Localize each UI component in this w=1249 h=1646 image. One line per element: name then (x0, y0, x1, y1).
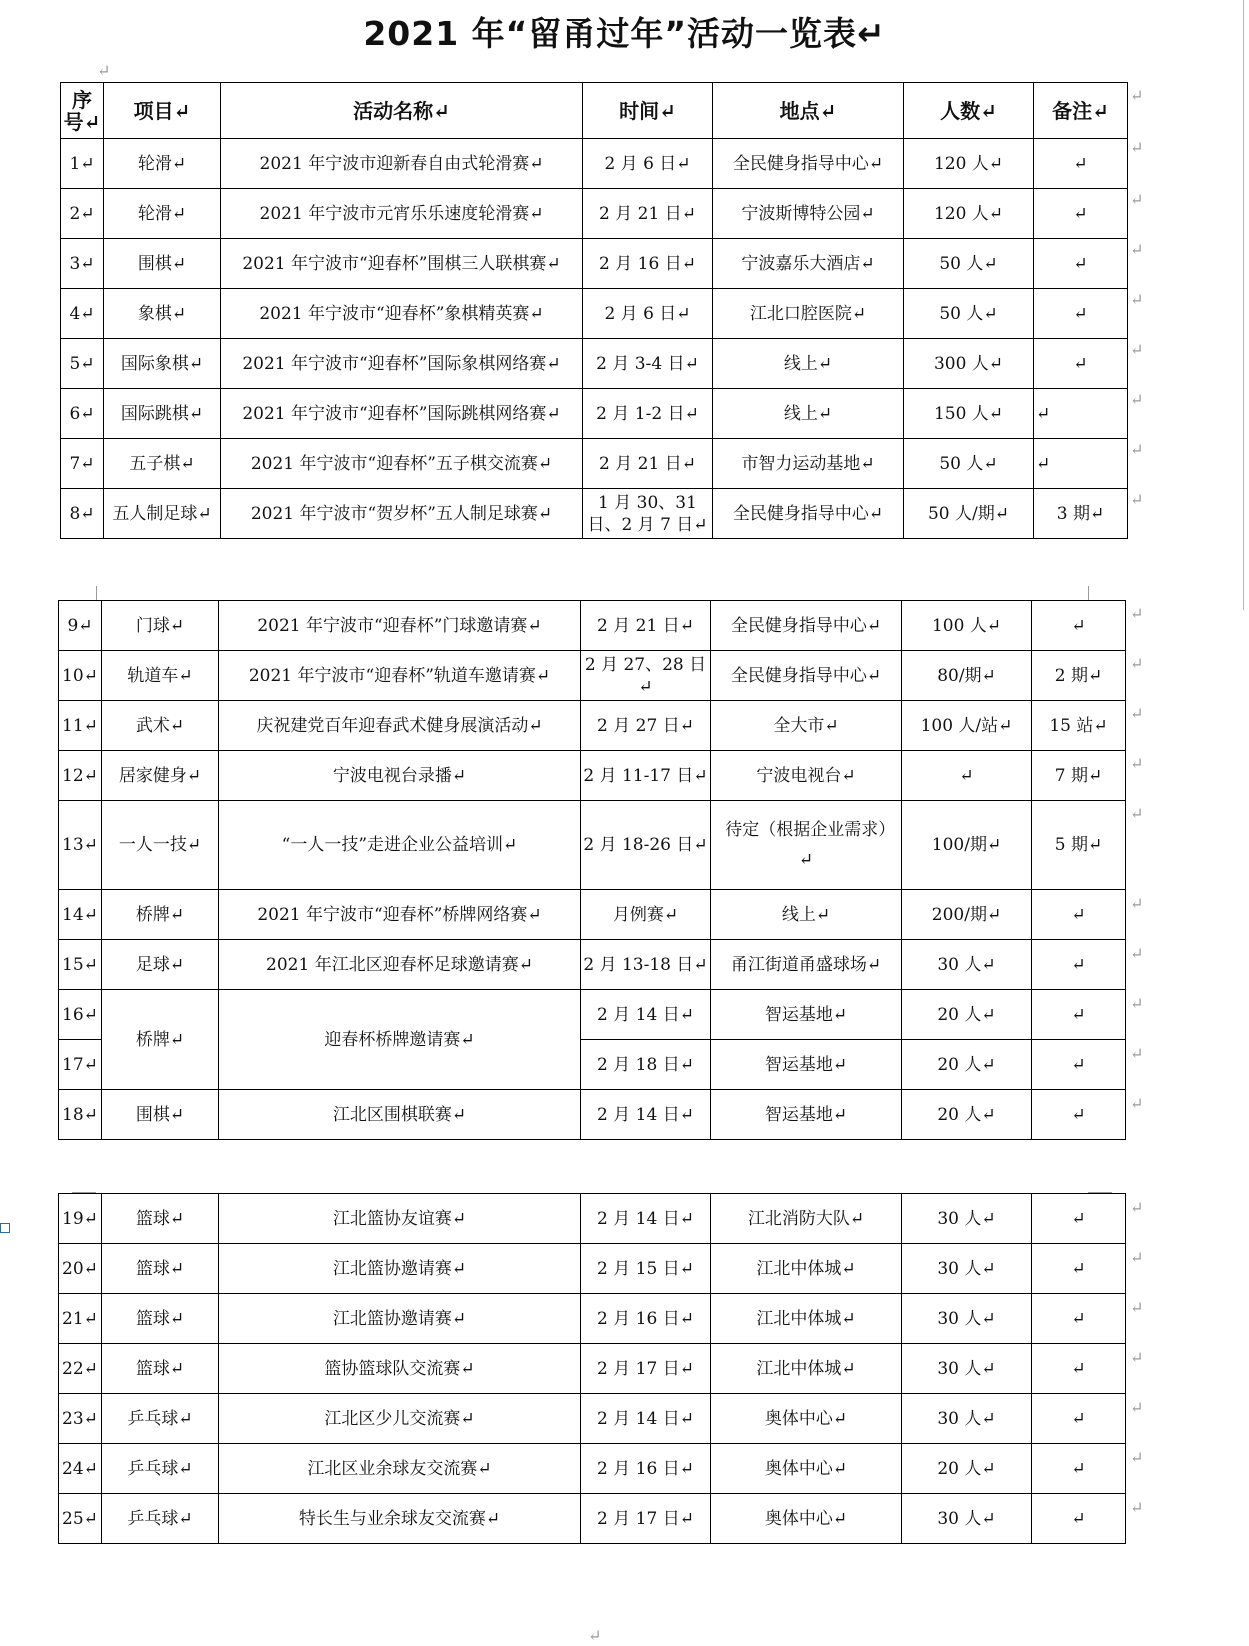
cell-item: 轨道车↵ (102, 651, 219, 701)
table-row (59, 1444, 1126, 1494)
end-of-row-mark: ↵ (1130, 994, 1144, 1013)
cell-time: 2 月 15 日↵ (581, 1244, 711, 1294)
cell-time: 2 月 3-4 日↵ (583, 339, 713, 389)
cell-number: 13↵ (59, 801, 102, 890)
cell-time: 月例赛↵ (581, 890, 711, 940)
end-of-row-mark: ↵ (1130, 1498, 1144, 1517)
end-of-row-mark: ↵ (1130, 190, 1144, 209)
cell-activity-name: “一人一技”走进企业公益培训↵ (219, 801, 581, 890)
cell-people: 100/期↵ (902, 801, 1032, 890)
cell-time: 2 月 21 日↵ (583, 439, 713, 489)
table-row (61, 189, 1128, 239)
table-row (59, 1394, 1126, 1444)
cell-people: 30 人↵ (902, 1344, 1032, 1394)
cell-time: 2 月 16 日↵ (581, 1444, 711, 1494)
cell-activity-name: 江北区围棋联赛↵ (219, 1090, 581, 1140)
cell-time: 2 月 14 日↵ (581, 1194, 711, 1244)
table-row (59, 1294, 1126, 1344)
cell-item: 武术↵ (102, 701, 219, 751)
end-of-row-mark: ↵ (1130, 894, 1144, 913)
end-of-row-mark: ↵ (1130, 804, 1144, 823)
end-of-row-mark: ↵ (1130, 440, 1144, 459)
table-row (59, 801, 1126, 890)
end-of-row-mark: ↵ (1130, 86, 1144, 105)
end-of-row-mark: ↵ (1130, 1044, 1144, 1063)
cell-number: 25↵ (59, 1494, 102, 1544)
cell-number: 24↵ (59, 1444, 102, 1494)
cell-activity-name: 庆祝建党百年迎春武术健身展演活动↵ (219, 701, 581, 751)
cell-people: 30 人↵ (902, 1494, 1032, 1544)
cell-note: ↵ (1034, 239, 1128, 289)
cell-number: 7↵ (61, 439, 104, 489)
cell-people: 80/期↵ (902, 651, 1032, 701)
end-of-row-mark: ↵ (1130, 138, 1144, 157)
end-of-row-mark: ↵ (1130, 1298, 1144, 1317)
end-of-row-mark: ↵ (1130, 340, 1144, 359)
activity-table-2 (58, 600, 1126, 1140)
cell-activity-name: 2021 年宁波市“迎春杯”桥牌网络赛↵ (219, 890, 581, 940)
end-of-row-mark: ↵ (1130, 754, 1144, 773)
cell-item: 象棋↵ (104, 289, 221, 339)
cell-note: ↵ (1032, 990, 1126, 1040)
cell-place: 江北中体城↵ (711, 1244, 902, 1294)
cell-activity-name: 2021 年宁波市“迎春杯”象棋精英赛↵ (221, 289, 583, 339)
paragraph-mark: ↵ (588, 1626, 602, 1645)
cell-item: 桥牌↵ (102, 990, 219, 1090)
table-row (59, 990, 1126, 1040)
cell-item: 轮滑↵ (104, 189, 221, 239)
table-header-row (61, 83, 1128, 139)
table-row (61, 139, 1128, 189)
cell-time: 2 月 1-2 日↵ (583, 389, 713, 439)
cell-number: 12↵ (59, 751, 102, 801)
cell-place: 待定（根据企业需求）↵ (711, 801, 902, 890)
cell-activity-name: 2021 年宁波市“迎春杯”国际跳棋网络赛↵ (221, 389, 583, 439)
page-corner-mark (1088, 586, 1113, 601)
cell-number: 23↵ (59, 1394, 102, 1444)
cell-note: ↵ (1032, 1194, 1126, 1244)
anchor-square-icon (0, 1223, 10, 1233)
cell-item: 足球↵ (102, 940, 219, 990)
cell-note: ↵ (1032, 1090, 1126, 1140)
cell-item: 篮球↵ (102, 1244, 219, 1294)
cell-number: 6↵ (61, 389, 104, 439)
cell-time: 2 月 6 日↵ (583, 289, 713, 339)
cell-people: 120 人↵ (904, 189, 1034, 239)
cell-item: 篮球↵ (102, 1344, 219, 1394)
end-of-row-mark: ↵ (1130, 654, 1144, 673)
end-of-row-mark: ↵ (1130, 490, 1144, 509)
cell-time: 2 月 18-26 日↵ (581, 801, 711, 890)
cell-time: 2 月 14 日↵ (581, 1394, 711, 1444)
cell-time: 2 月 21 日↵ (583, 189, 713, 239)
table-row (61, 389, 1128, 439)
cell-note: ↵ (1032, 1040, 1126, 1090)
cell-place: 甬江街道甬盛球场↵ (711, 940, 902, 990)
cell-people: 30 人↵ (902, 1244, 1032, 1294)
cell-activity-name: 2021 年宁波市迎新春自由式轮滑赛↵ (221, 139, 583, 189)
table-row (61, 339, 1128, 389)
cell-item: 桥牌↵ (102, 890, 219, 940)
cell-number: 14↵ (59, 890, 102, 940)
cell-people: 20 人↵ (902, 1040, 1032, 1090)
cell-note: ↵ (1034, 339, 1128, 389)
cell-note: 3 期↵ (1034, 489, 1128, 539)
cell-time: 2 月 16 日↵ (583, 239, 713, 289)
table-row (61, 239, 1128, 289)
cell-activity-name: 2021 年宁波市元宵乐乐速度轮滑赛↵ (221, 189, 583, 239)
cell-item: 五人制足球↵ (104, 489, 221, 539)
cell-item: 围棋↵ (102, 1090, 219, 1140)
document-title: 2021 年“留甬过年”活动一览表↵ (363, 14, 886, 53)
cell-activity-name: 江北篮协邀请赛↵ (219, 1244, 581, 1294)
cell-place: 线上↵ (711, 890, 902, 940)
cell-note: ↵ (1034, 289, 1128, 339)
cell-people: 50 人↵ (904, 239, 1034, 289)
cell-item: 轮滑↵ (104, 139, 221, 189)
cell-note: 2 期↵ (1032, 651, 1126, 701)
cell-place: 全民健身指导中心↵ (713, 489, 904, 539)
cell-people: 30 人↵ (902, 940, 1032, 990)
cell-people: 200/期↵ (902, 890, 1032, 940)
cell-place: 全民健身指导中心↵ (713, 139, 904, 189)
end-of-row-mark: ↵ (1130, 1448, 1144, 1467)
cell-people: 20 人↵ (902, 1444, 1032, 1494)
cell-people: 150 人↵ (904, 389, 1034, 439)
cell-people: 20 人↵ (902, 1090, 1032, 1140)
header-people: 人数↵ (904, 83, 1034, 139)
cell-number: 4↵ (61, 289, 104, 339)
cell-people: 120 人↵ (904, 139, 1034, 189)
cell-activity-name: 2021 年宁波市“贺岁杯”五人制足球赛↵ (221, 489, 583, 539)
cell-note: ↵ (1032, 1494, 1126, 1544)
cell-item: 围棋↵ (104, 239, 221, 289)
cell-item: 五子棋↵ (104, 439, 221, 489)
cell-note: ↵ (1032, 890, 1126, 940)
cell-number: 5↵ (61, 339, 104, 389)
cell-place: 线上↵ (713, 339, 904, 389)
cell-time: 2 月 13-18 日↵ (581, 940, 711, 990)
cell-place: 宁波电视台↵ (711, 751, 902, 801)
cell-activity-name: 江北区业余球友交流赛↵ (219, 1444, 581, 1494)
header-item: 项目↵ (104, 83, 221, 139)
cell-time: 2 月 17 日↵ (581, 1494, 711, 1544)
table-row (59, 701, 1126, 751)
cell-time: 2 月 18 日↵ (581, 1040, 711, 1090)
header-number: 序号↵ (61, 83, 104, 139)
table-row (59, 940, 1126, 990)
cell-note: ↵ (1032, 1244, 1126, 1294)
cell-activity-name: 迎春杯桥牌邀请赛↵ (219, 990, 581, 1090)
activity-table-3 (58, 1193, 1126, 1544)
table-row (59, 651, 1126, 701)
header-place: 地点↵ (713, 83, 904, 139)
cell-note: ↵ (1032, 1344, 1126, 1394)
cell-place: 智运基地↵ (711, 1040, 902, 1090)
cell-activity-name: 2021 年宁波市“迎春杯”轨道车邀请赛↵ (219, 651, 581, 701)
cell-activity-name: 2021 年宁波市“迎春杯”围棋三人联棋赛↵ (221, 239, 583, 289)
page-corner-mark (72, 1178, 96, 1193)
cell-people: 30 人↵ (902, 1194, 1032, 1244)
cell-time: 1 月 30、31 日、2 月 7 日↵ (583, 489, 713, 539)
cell-place: 奥体中心↵ (711, 1444, 902, 1494)
cell-place: 全大市↵ (711, 701, 902, 751)
header-activity-name: 活动名称↵ (221, 83, 583, 139)
cell-number: 20↵ (59, 1244, 102, 1294)
cell-note: ↵ (1034, 189, 1128, 239)
cell-number: 9↵ (59, 601, 102, 651)
cell-time: 2 月 21 日↵ (581, 601, 711, 651)
cell-number: 17↵ (59, 1040, 102, 1090)
cell-number: 10↵ (59, 651, 102, 701)
cell-note: 15 站↵ (1032, 701, 1126, 751)
cell-number: 15↵ (59, 940, 102, 990)
cell-place: 奥体中心↵ (711, 1494, 902, 1544)
table-row (59, 751, 1126, 801)
cell-item: 国际跳棋↵ (104, 389, 221, 439)
cell-people: 30 人↵ (902, 1394, 1032, 1444)
cell-people: 50 人↵ (904, 289, 1034, 339)
cell-note: ↵ (1034, 389, 1128, 439)
end-of-row-mark: ↵ (1130, 390, 1144, 409)
cell-note: ↵ (1032, 1394, 1126, 1444)
cell-time: 2 月 17 日↵ (581, 1344, 711, 1394)
cell-place: 宁波斯博特公园↵ (713, 189, 904, 239)
cell-activity-name: 2021 年宁波市“迎春杯”五子棋交流赛↵ (221, 439, 583, 489)
cell-activity-name: 2021 年江北区迎春杯足球邀请赛↵ (219, 940, 581, 990)
cell-time: 2 月 6 日↵ (583, 139, 713, 189)
end-of-row-mark: ↵ (1130, 1094, 1144, 1113)
page-corner-mark (72, 586, 97, 601)
cell-note: ↵ (1032, 940, 1126, 990)
table-row (59, 1244, 1126, 1294)
end-of-row-mark: ↵ (1130, 604, 1144, 623)
cell-place: 江北中体城↵ (711, 1294, 902, 1344)
page-corner-mark (1088, 1178, 1112, 1193)
cell-time: 2 月 27、28 日↵ (581, 651, 711, 701)
cell-place: 全民健身指导中心↵ (711, 601, 902, 651)
cell-place: 宁波嘉乐大酒店↵ (713, 239, 904, 289)
cell-activity-name: 特长生与业余球友交流赛↵ (219, 1494, 581, 1544)
cell-activity-name: 江北篮协邀请赛↵ (219, 1294, 581, 1344)
cell-time: 2 月 11-17 日↵ (581, 751, 711, 801)
cell-item: 乒乓球↵ (102, 1394, 219, 1444)
cell-item: 门球↵ (102, 601, 219, 651)
table-row (59, 1494, 1126, 1544)
cell-note: ↵ (1032, 601, 1126, 651)
cell-place: 全民健身指导中心↵ (711, 651, 902, 701)
cell-activity-name: 江北区少儿交流赛↵ (219, 1394, 581, 1444)
cell-people: 100 人/站↵ (902, 701, 1032, 751)
cell-time: 2 月 16 日↵ (581, 1294, 711, 1344)
cell-place: 市智力运动基地↵ (713, 439, 904, 489)
cell-number: 3↵ (61, 239, 104, 289)
cell-number: 11↵ (59, 701, 102, 751)
cell-note: ↵ (1034, 139, 1128, 189)
table-row (59, 1344, 1126, 1394)
end-of-row-mark: ↵ (1130, 290, 1144, 309)
cell-activity-name: 篮协篮球队交流赛↵ (219, 1344, 581, 1394)
cell-note: ↵ (1032, 1444, 1126, 1494)
cell-number: 22↵ (59, 1344, 102, 1394)
page-edge-line (1243, 0, 1244, 610)
table-row (59, 890, 1126, 940)
cell-item: 居家健身↵ (102, 751, 219, 801)
cell-activity-name: 2021 年宁波市“迎春杯”国际象棋网络赛↵ (221, 339, 583, 389)
cell-place: 智运基地↵ (711, 1090, 902, 1140)
cell-number: 8↵ (61, 489, 104, 539)
cell-people: 50 人/期↵ (904, 489, 1034, 539)
cell-activity-name: 2021 年宁波市“迎春杯”门球邀请赛↵ (219, 601, 581, 651)
cell-people: 300 人↵ (904, 339, 1034, 389)
activity-table-1 (60, 82, 1128, 539)
table-row (59, 1090, 1126, 1140)
cell-item: 一人一技↵ (102, 801, 219, 890)
cell-place: 线上↵ (713, 389, 904, 439)
cell-item: 国际象棋↵ (104, 339, 221, 389)
table-row (59, 601, 1126, 651)
cell-people: 30 人↵ (902, 1294, 1032, 1344)
header-time: 时间↵ (583, 83, 713, 139)
header-note: 备注↵ (1034, 83, 1128, 139)
end-of-row-mark: ↵ (1130, 704, 1144, 723)
cell-item: 篮球↵ (102, 1294, 219, 1344)
cell-item: 乒乓球↵ (102, 1494, 219, 1544)
end-of-row-mark: ↵ (1130, 944, 1144, 963)
cell-place: 智运基地↵ (711, 990, 902, 1040)
cell-note: ↵ (1034, 439, 1128, 489)
end-of-row-mark: ↵ (1130, 1248, 1144, 1267)
cell-number: 16↵ (59, 990, 102, 1040)
cell-item: 篮球↵ (102, 1194, 219, 1244)
cell-place: 江北口腔医院↵ (713, 289, 904, 339)
cell-place: 奥体中心↵ (711, 1394, 902, 1444)
cell-activity-name: 宁波电视台录播↵ (219, 751, 581, 801)
cell-number: 1↵ (61, 139, 104, 189)
cell-number: 19↵ (59, 1194, 102, 1244)
cell-time: 2 月 14 日↵ (581, 990, 711, 1040)
cell-item: 乒乓球↵ (102, 1444, 219, 1494)
cell-time: 2 月 14 日↵ (581, 1090, 711, 1140)
cell-people: 100 人↵ (902, 601, 1032, 651)
end-of-row-mark: ↵ (1130, 1398, 1144, 1417)
cell-number: 18↵ (59, 1090, 102, 1140)
cell-place: 江北中体城↵ (711, 1344, 902, 1394)
end-of-row-mark: ↵ (1130, 240, 1144, 259)
table-row (59, 1194, 1126, 1244)
cell-people: 50 人↵ (904, 439, 1034, 489)
table-row (61, 289, 1128, 339)
cell-note: 7 期↵ (1032, 751, 1126, 801)
cell-activity-name: 江北篮协友谊赛↵ (219, 1194, 581, 1244)
end-of-row-mark: ↵ (1130, 1198, 1144, 1217)
table-row (61, 439, 1128, 489)
cell-people: 20 人↵ (902, 990, 1032, 1040)
cell-people: ↵ (902, 751, 1032, 801)
cell-number: 2↵ (61, 189, 104, 239)
cell-number: 21↵ (59, 1294, 102, 1344)
cell-time: 2 月 27 日↵ (581, 701, 711, 751)
cell-place: 江北消防大队↵ (711, 1194, 902, 1244)
end-of-row-mark: ↵ (1130, 1348, 1144, 1367)
cell-note: 5 期↵ (1032, 801, 1126, 890)
table-row (61, 489, 1128, 539)
paragraph-mark: ↵ (97, 61, 111, 80)
cell-note: ↵ (1032, 1294, 1126, 1344)
